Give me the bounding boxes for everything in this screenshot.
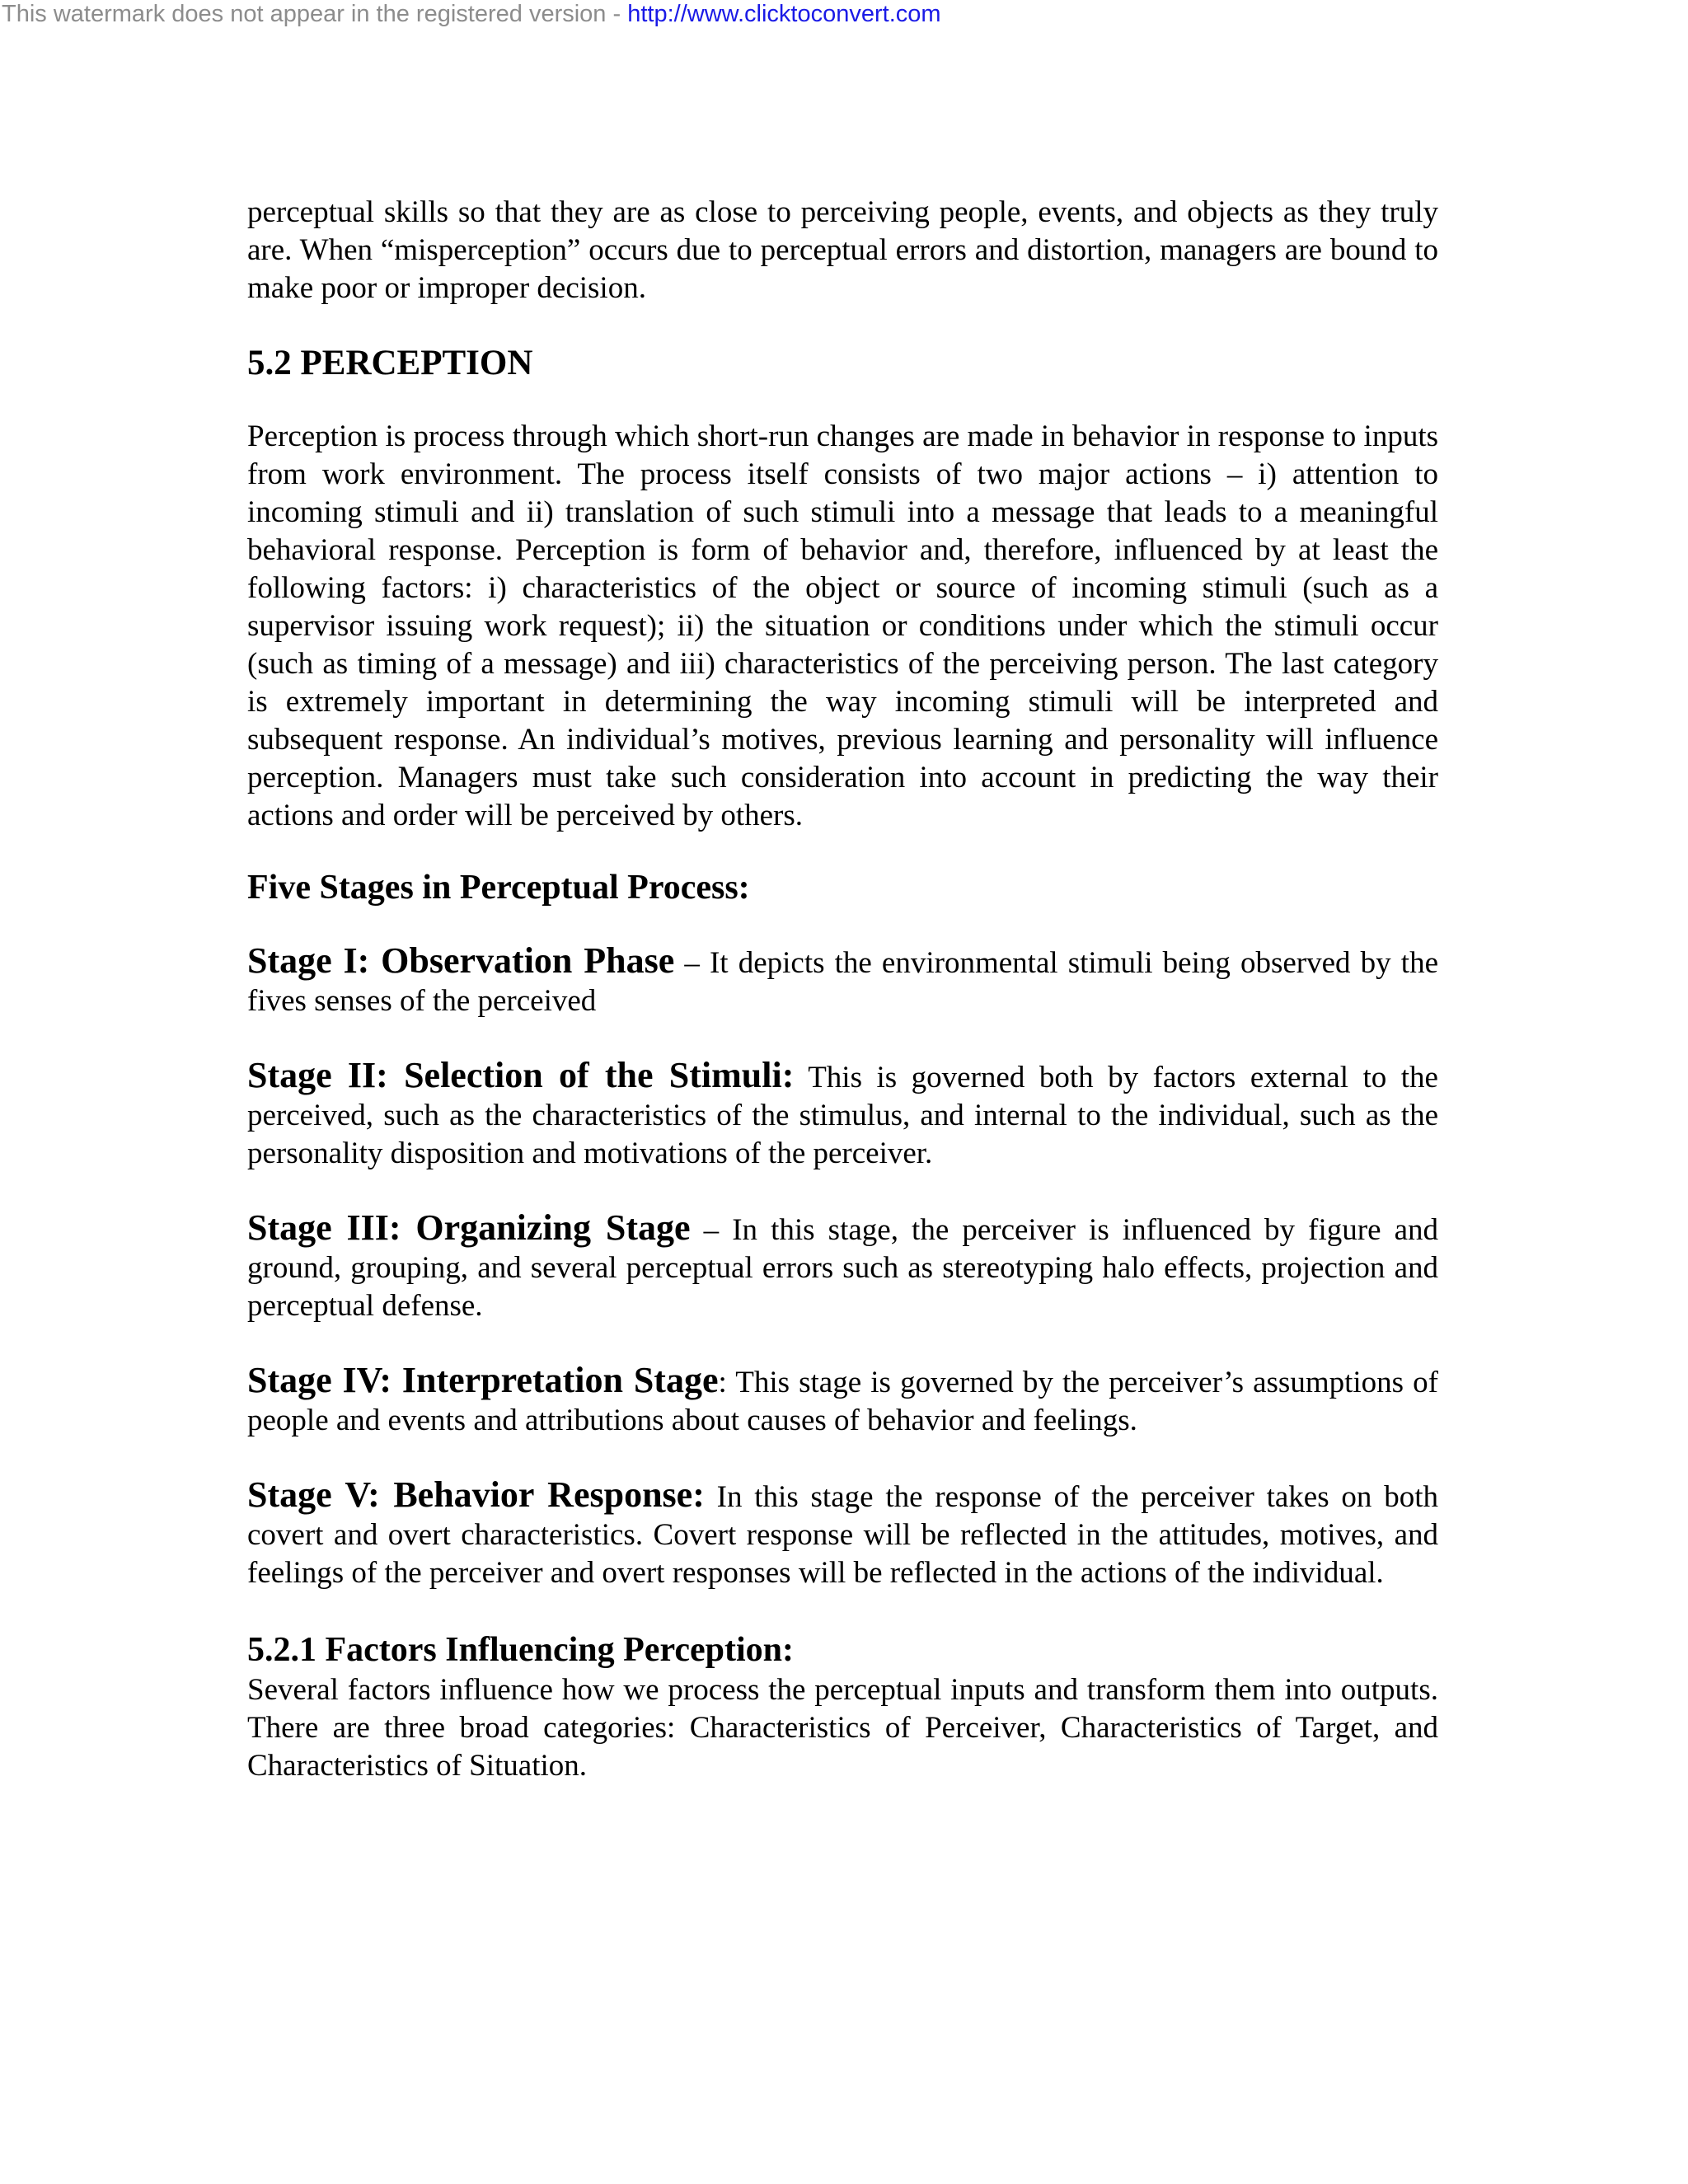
subsection-heading: 5.2.1 Factors Influencing Perception: bbox=[247, 1631, 794, 1669]
stage-1 bbox=[247, 942, 1438, 1020]
stage-2-text: This is governed both by factors external to the perceived, such as the characteristics of the stimulus, and internal to the individual, such as the personality disposition and motivations of the perceiver. bbox=[247, 1061, 1438, 1170]
section-heading: 5.2 PERCEPTION bbox=[247, 344, 533, 382]
stage-1-text: – It depicts the environmental stimuli being observed by the fives senses of the perceived bbox=[247, 946, 1438, 1018]
watermark-link[interactable]: http://www.clicktoconvert.com bbox=[627, 1, 941, 27]
stage-5-text: In this stage the response of the perceiver takes on both covert and overt characteristics. Covert response will be reflected in the attitudes, motives, and feelings of the perceiver and overt responses will be reflected in the actions of the individual. bbox=[247, 1480, 1438, 1590]
watermark-text: This watermark does not appear in the registered version - bbox=[2, 1, 628, 27]
stage-3 bbox=[247, 1209, 1438, 1325]
stage-5-title: Stage V: Behavior Response: bbox=[247, 1474, 705, 1515]
stage-2-title: Stage II: Selection of the Stimuli: bbox=[247, 1055, 795, 1095]
stage-4-text: : This stage is governed by the perceiver’s assumptions of people and events and attributions about causes of behavior and feelings. bbox=[247, 1366, 1439, 1437]
stage-3-text: – In this stage, the perceiver is influenced by figure and ground, grouping, and several perceptual errors such as stereotyping halo effects, projection and perceptual defense. bbox=[247, 1213, 1438, 1323]
intro-paragraph: perceptual skills so that they are as close to perceiving people, events, and objects as they truly are. When “misperception” occurs due to perceptual errors and distortion, managers are bound to make poor or improper decision. bbox=[247, 195, 1438, 305]
stages-heading: Five Stages in Perceptual Process: bbox=[247, 869, 750, 907]
stage-3-title: Stage III: Organizing Stage bbox=[247, 1207, 691, 1248]
subsection-paragraph: Several factors influence how we process the perceptual inputs and transform them into outputs. There are three broad categories: Characteristics of Perceiver, Characteristics of Target, and Characteristics of Situation. bbox=[247, 1673, 1438, 1783]
stage-2 bbox=[247, 1057, 1438, 1173]
stage-4-title: Stage IV: Interpretation Stage bbox=[247, 1360, 719, 1400]
watermark bbox=[2, 0, 941, 28]
stage-5 bbox=[247, 1476, 1438, 1592]
stage-4 bbox=[247, 1361, 1438, 1440]
document-page bbox=[247, 194, 1438, 1785]
section-paragraph: Perception is process through which short-run changes are made in behavior in response to inputs from work environment. The process itself consists of two major actions – i) attention to incoming stimuli and ii) translation of such stimuli into a message that leads to a meaningful behavioral response. Perception is form of behavior and, therefore, influenced by at least the following factors: i) characteristics of the object or source of incoming stimuli (such as a supervisor issuing work request); ii) the situation or conditions under which the stimuli occur (such as timing of a message) and iii) characteristics of the perceiving person. The last category is extremely important in determining the way incoming stimuli will be interpreted and subsequent response. An individual’s motives, previous learning and personality will influence perception. Managers must take such consideration into account in predicting the way their actions and order will be perceived by others. bbox=[247, 419, 1438, 832]
stage-1-title: Stage I: Observation Phase bbox=[247, 940, 675, 981]
